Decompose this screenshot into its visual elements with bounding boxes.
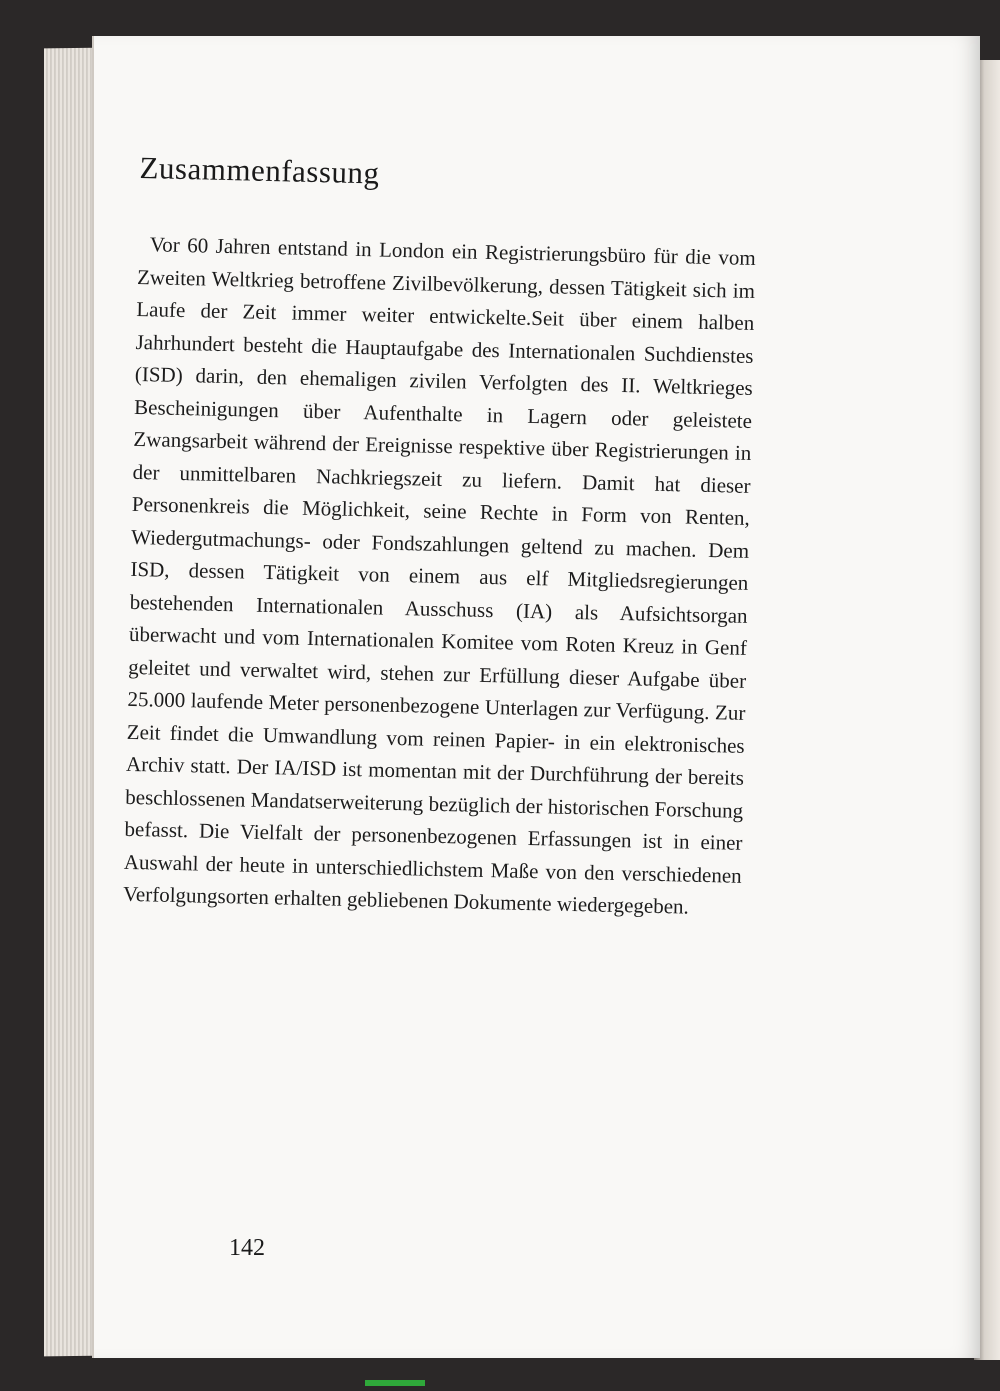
summary-paragraph: Vor 60 Jahren entstand in London ein Registrierungsbüro für die vom Zweiten Weltkrieg betroffene Zivilbevölkerung, dessen Tätigkeit sich im Laufe der Zeit immer weiter entwickelte.Seit über einem halben Jahrhundert besteht die Hauptaufgabe des Internationalen Suchdienstes (ISD) darin, den ehemaligen zivilen Verfolgten des II. Weltkrieges Bescheinigungen über Aufenthalte in Lagern oder geleistete Zwangsarbeit während der Ereignisse respektive über Registrierungen in der unmittelbaren Nachkriegszeit zu liefern. Damit hat dieser Personenkreis die Möglichkeit, seine Rechte in Form von Renten, Wiedergutmachungs- oder Fondszahlungen geltend zu machen. Dem ISD, dessen Tätigkeit von einem aus elf Mitgliedsregierungen bestehenden Internationalen Ausschuss (IA) als Aufsichtsorgan überwacht und vom Internationalen Komitee vom Roten Kreuz in Genf geleitet und verwaltet wird, stehen zur Erfüllung dieser Aufgabe über 25.000 laufende Meter personenbezogene Unterlagen zur Verfügung. Zur Zeit findet die Umwandlung vom reinen Papier- in ein elektronisches Archiv statt. Der IA/ISD ist momentan mit der Durchführung der bereits beschlossenen Mandatserweiterung bezüglich der historischen Forschung befasst. Die Vielfalt der personenbezogenen Erfassungen ist in einer Auswahl der heute in unterschiedlichstem Maße von den verschiedenen Verfolgungsorten erhalten gebliebenen Dokumente wiedergegeben. — [122, 232, 756, 919]
page-heading: Zusammenfassung — [139, 150, 380, 191]
page-content — [123, 150, 758, 924]
green-marker-strip — [365, 1380, 425, 1386]
page-number: 142 — [229, 1235, 265, 1261]
